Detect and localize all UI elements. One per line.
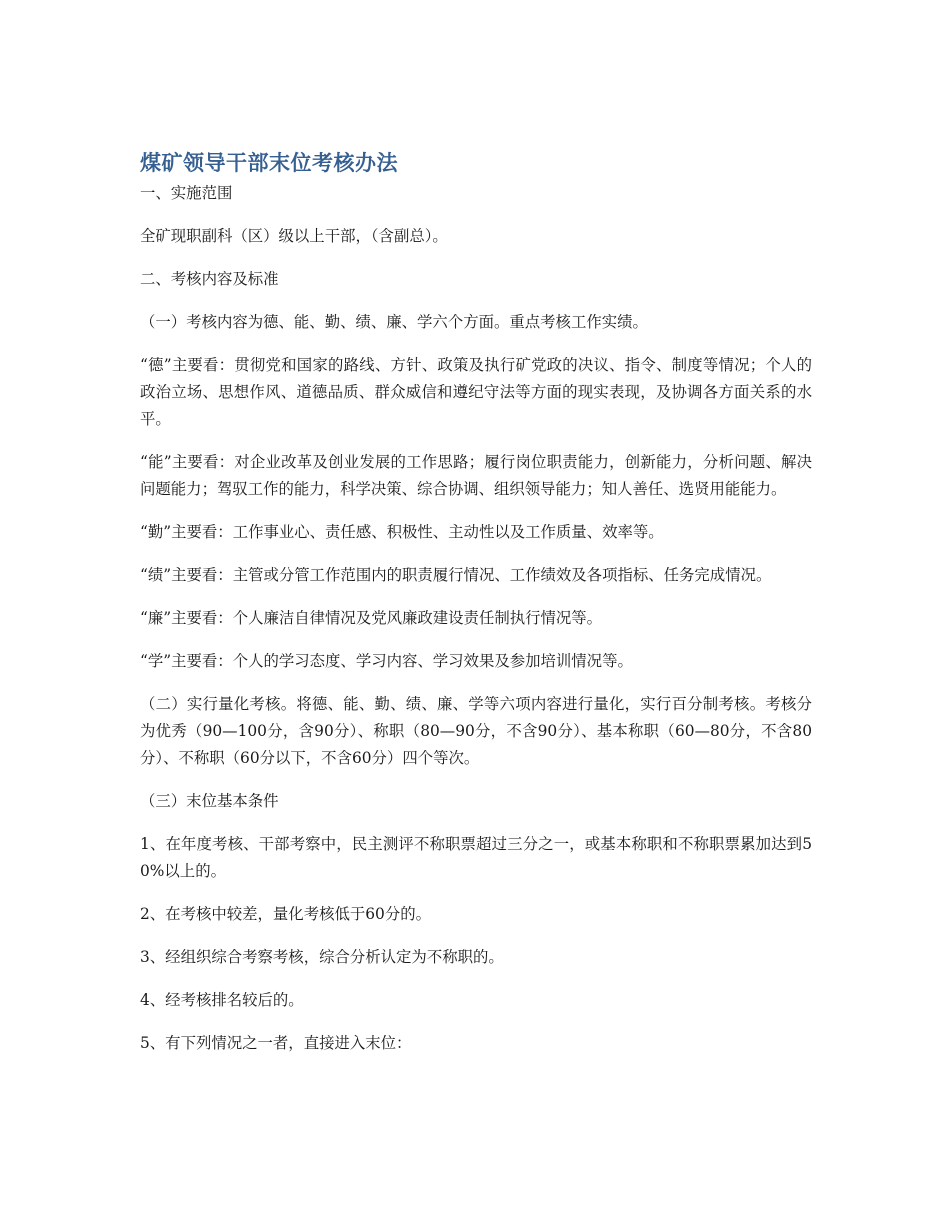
condition-item-1: 1、在年度考核、干部考察中，民主测评不称职票超过三分之一，或基本称职和不称职票累加达到50%以上的。: [140, 835, 812, 880]
condition-item-5: 5、有下列情况之一者，直接进入末位：: [140, 1034, 412, 1052]
condition-item-4: 4、经考核排名较后的。: [140, 991, 304, 1009]
paragraph-neng: “能”主要看：对企业改革及创业发展的工作思路；履行岗位职责能力，创新能力，分析问题、解决问题能力；驾驭工作的能力，科学决策、综合协调、组织领导能力；知人善任、选贤用能能力。: [140, 453, 812, 498]
paragraph-ji: “绩”主要看：主管或分管工作范围内的职责履行情况、工作绩效及各项指标、任务完成情况。: [140, 566, 772, 584]
paragraph-lian: “廉”主要看：个人廉洁自律情况及党风廉政建设责任制执行情况等。: [140, 609, 603, 627]
document-title: 煤矿领导干部末位考核办法: [140, 151, 398, 175]
condition-item-3: 3、经组织综合考察考核，综合分析认定为不称职的。: [140, 948, 504, 966]
subsection-content: （一）考核内容为德、能、勤、绩、廉、学六个方面。重点考核工作实绩。: [140, 313, 648, 331]
paragraph-xue: “学”主要看：个人的学习态度、学习内容、学习效果及参加培训情况等。: [140, 652, 633, 670]
subsection-conditions: （三）末位基本条件: [140, 792, 279, 810]
subsection-quantify: （二）实行量化考核。将德、能、勤、绩、廉、学等六项内容进行量化，实行百分制考核。考核分为优秀（90—100分，含90分）、称职（80—90分，不含90分）、基本称职（60—80分，不含80分）、不称职（60分以下，不含60分）四个等次。: [140, 695, 812, 767]
section-heading-scope: 一、实施范围: [140, 184, 233, 202]
paragraph-qin: “勤”主要看：工作事业心、责任感、积极性、主动性以及工作质量、效率等。: [140, 523, 664, 541]
document-page: [140, 148, 812, 1073]
condition-item-2: 2、在考核中较差，量化考核低于60分的。: [140, 905, 432, 923]
section-heading-content: 二、考核内容及标准: [140, 270, 279, 288]
paragraph-scope-detail: 全矿现职副科（区）级以上干部，（含副总）。: [140, 227, 448, 245]
paragraph-de: “德”主要看：贯彻党和国家的路线、方针、政策及执行矿党政的决议、指令、制度等情况；个人的政治立场、思想作风、道德品质、群众威信和遵纪守法等方面的现实表现，及协调各方面关系的水平。: [140, 356, 812, 428]
